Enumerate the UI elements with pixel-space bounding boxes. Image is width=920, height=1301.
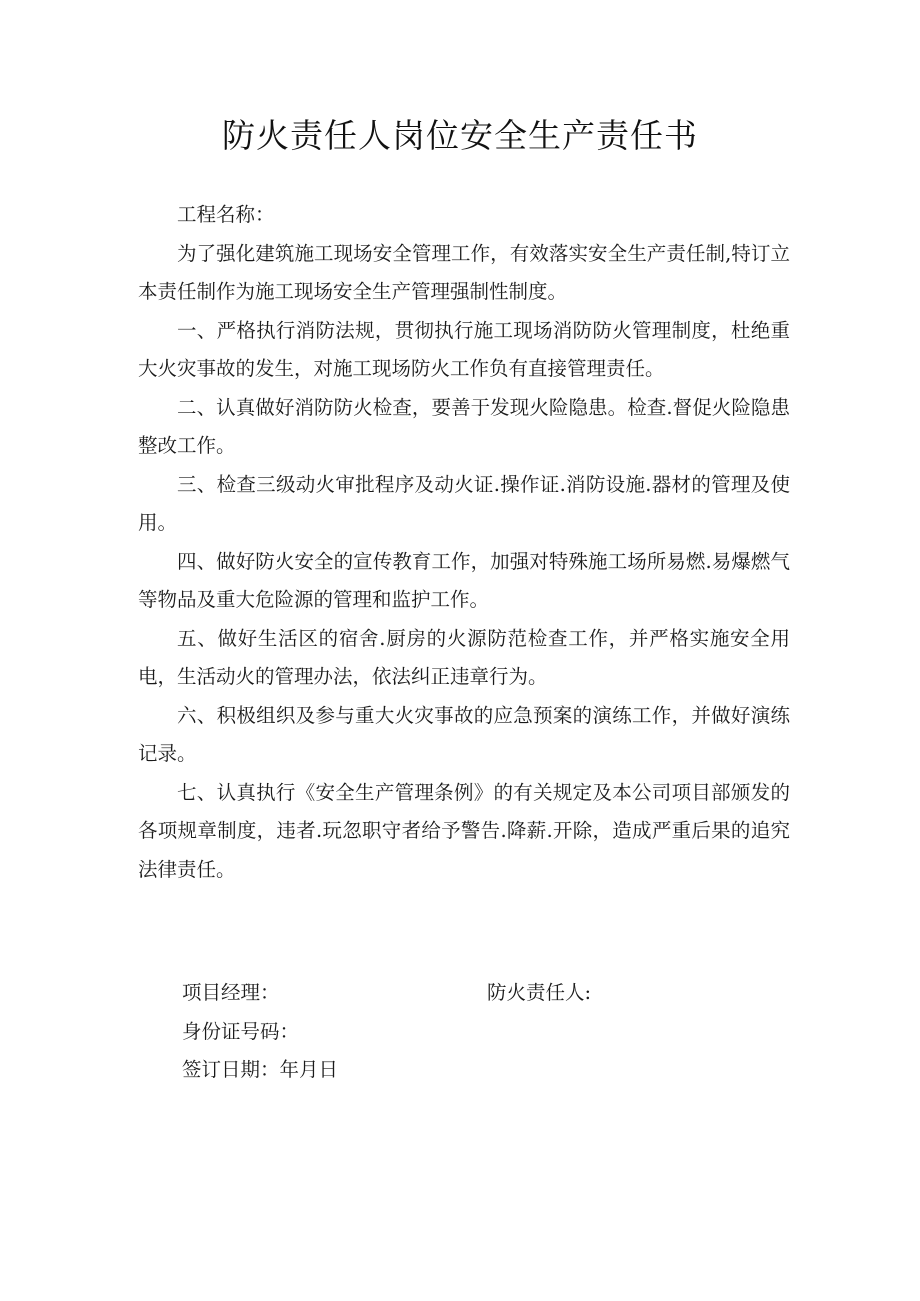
- document-body: [138, 196, 790, 889]
- project-name-label: 工程名称：: [177, 203, 275, 226]
- paragraph-item-5: 五、做好生活区的宿舍.厨房的火源防范检查工作，并严格实施安全用电，生活动火的管理办法，依法纠正违章行为。: [138, 626, 790, 688]
- paragraph-item-2: 二、认真做好消防防火检查，要善于发现火险隐患。检查.督促火险隐患整改工作。: [138, 395, 790, 457]
- signature-row-2: [182, 1013, 802, 1052]
- fire-officer-label: 防火责任人:: [487, 981, 592, 1004]
- paragraph-item-4: 四、做好防火安全的宣传教育工作，加强对特殊施工场所易燃.易爆燃气等物品及重大危险源的管理和监护工作。: [138, 549, 790, 611]
- signature-block: [182, 974, 802, 1090]
- signature-row-3: [182, 1051, 802, 1090]
- paragraph-intro: 为了强化建筑施工现场安全管理工作，有效落实安全生产责任制,特订立本责任制作为施工现场安全生产管理强制性制度。: [138, 241, 790, 303]
- paragraph-item-7: 七、认真执行《安全生产管理条例》的有关规定及本公司项目部颁发的各项规章制度，违者.玩忽职守者给予警告.降薪.开除，造成严重后果的追究法律责任。: [138, 780, 790, 881]
- paragraph-item-3: 三、检查三级动火审批程序及动火证.操作证.消防设施.器材的管理及使用。: [138, 472, 790, 534]
- paragraph-item-6: 六、积极组织及参与重大火灾事故的应急预案的演练工作，并做好演练记录。: [138, 703, 790, 765]
- project-manager-label: 项目经理：: [182, 981, 280, 1004]
- id-number-label: 身份证号码：: [182, 1019, 300, 1043]
- signature-row-1: [182, 974, 802, 1013]
- sign-date-label: 签订日期：年月日: [182, 1058, 339, 1081]
- document-title: 防火责任人岗位安全生产责任书: [222, 116, 698, 155]
- paragraph-item-1: 一、严格执行消防法规，贯彻执行施工现场消防防火管理制度，杜绝重大火灾事故的发生，对施工现场防火工作负有直接管理责任。: [138, 318, 790, 380]
